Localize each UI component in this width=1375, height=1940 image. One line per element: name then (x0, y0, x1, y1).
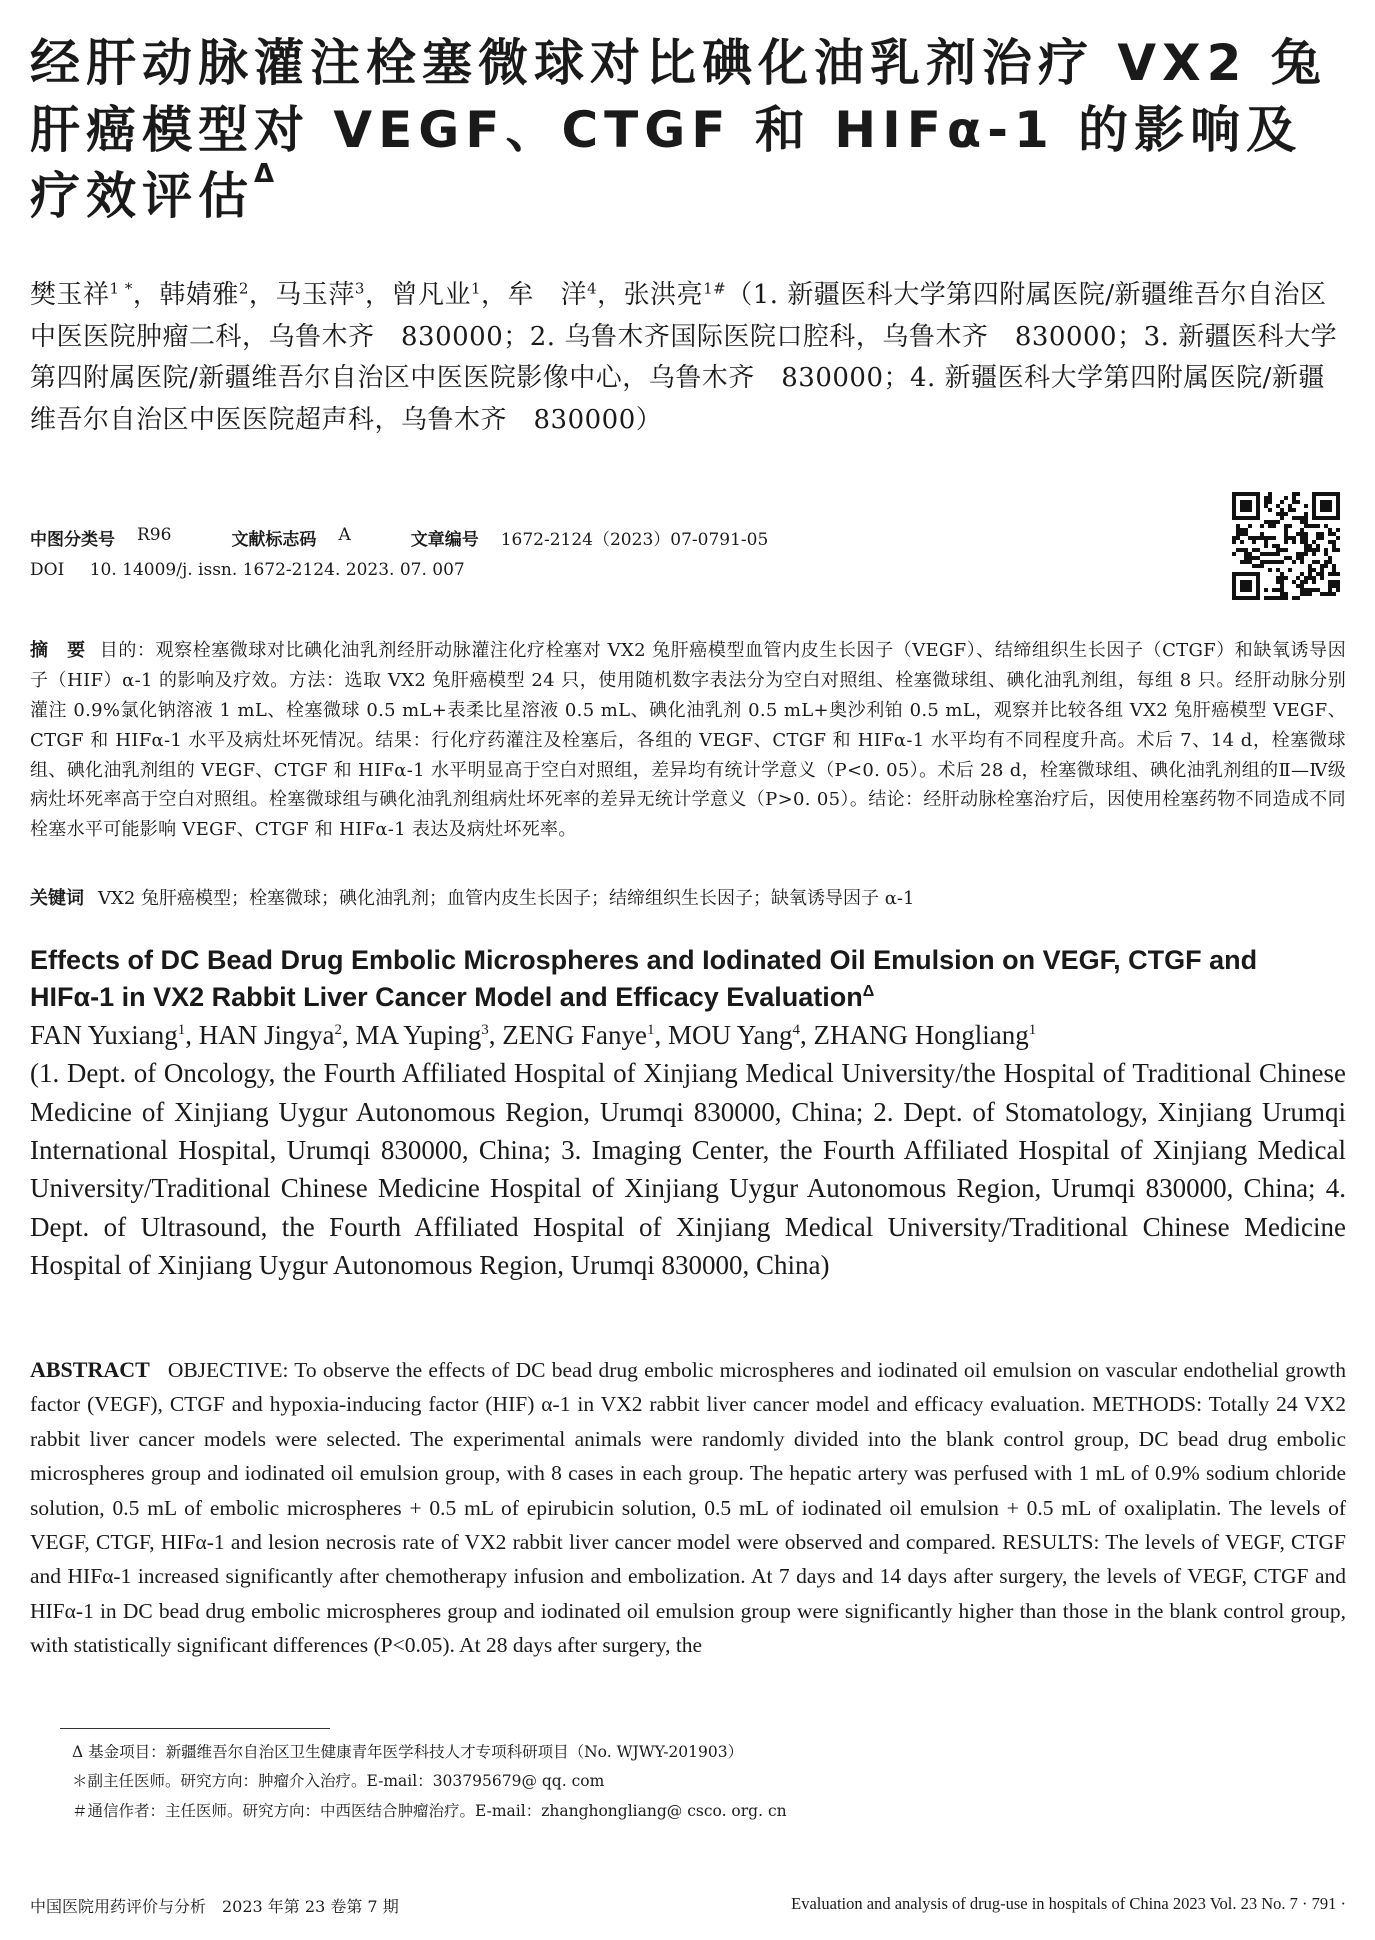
author-name: , HAN Jingya (185, 1020, 335, 1050)
author-sup: 3 (354, 279, 365, 298)
footnote-first-author: ＊副主任医师。研究方向：肿瘤介入治疗。E-mail：303795679@ qq. com (72, 1772, 605, 1791)
article-title-en (30, 942, 1346, 1015)
keywords-cn-label: 关键词 (30, 888, 84, 909)
article-number-label: 文章编号 (410, 530, 479, 550)
footnote-corresponding: ＃通信作者：主任医师。研究方向：中西医结合肿瘤治疗。E-mail：zhanghongliang@ csco. org. cn (72, 1801, 787, 1820)
author-name: ，韩婧雅 (132, 280, 239, 310)
qr-code-icon[interactable] (1232, 492, 1340, 600)
title-fund-mark: Δ (254, 159, 281, 189)
author-sup: 1# (703, 279, 727, 298)
author-name: , ZHANG Hongliang (800, 1020, 1029, 1050)
author-sup: 2 (238, 279, 249, 298)
footer-journal-en: Evaluation and analysis of drug-use in hospitals of China 2023 Vol. 23 No. 7 · 791 · (791, 1894, 1346, 1913)
classification-row (30, 525, 828, 550)
doc-code-label: 文献标志码 (231, 530, 317, 550)
clc-label: 中图分类号 (30, 530, 115, 550)
author-name: , ZENG Fanye (488, 1020, 647, 1050)
author-name: ，牟 洋 (481, 280, 588, 310)
footer-journal-cn: 中国医院用药评价与分析 2023 年第 23 卷第 7 期 (30, 1897, 399, 1916)
author-sup: 4 (587, 279, 598, 298)
author-name: , MA Yuping (342, 1020, 482, 1050)
author-sup: 1 * (109, 279, 133, 298)
author-name: ，曾凡业 (364, 280, 471, 310)
page-footer (30, 1894, 1346, 1917)
abstract-cn-label: 摘 要 (30, 640, 86, 661)
affiliations-cn: （1. 新疆医科大学第四附属医院/新疆维吾尔自治区中医医院肿瘤二科，乌鲁木齐 830000；2. 乌鲁木齐国际医院口腔科，乌鲁木齐 830000；3. 新疆医科大学第四附属医院/新疆维吾尔自治区中医医院影像中心，乌鲁木齐 830000；4. 新疆医科大学第四附属医院/新疆维吾尔自治区中医医院超声科，乌鲁木齐 830000） (30, 280, 1338, 435)
footnote-divider (60, 1728, 330, 1729)
author-sup: 1 (647, 1022, 655, 1038)
author-sup: 1 (177, 1022, 186, 1038)
author-sup: 3 (481, 1022, 489, 1038)
author-name: ，马玉萍 (248, 280, 355, 310)
author-sup: 1 (470, 279, 482, 298)
doi-label: DOI (30, 560, 65, 580)
author-name: FAN Yuxiang (30, 1020, 178, 1050)
article-number-value: 1672-2124（2023）07-0791-05 (500, 530, 769, 550)
abstract-en-text: OBJECTIVE: To observe the effects of DC bead drug embolic microspheres and iodinated oil emulsion on vascular endothelial growth factor (VEGF), CTGF and hypoxia-inducing factor (HIF) α-1 in VX2 rabbit liver cancer model and efficacy evaluation. METHODS: Totally 24 VX2 rabbit liver cancer models were selected. The experimental animals were randomly divided into the blank control group, DC bead drug embolic microspheres group and iodinated oil emulsion group, with 8 cases in each group. The hepatic artery was perfused with 1 mL of 0.9% sodium chloride solution, 0.5 mL of embolic microspheres + 0.5 mL of epirubicin solution, 0.5 mL of iodinated oil emulsion + 0.5 mL of oxaliplatin. The levels of VEGF, CTGF, HIFα-1 and lesion necrosis rate of VX2 rabbit liver cancer model were observed and compared. RESULTS: The levels of VEGF, CTGF and HIFα-1 increased significantly after chemotherapy infusion and embolization. At 7 days and 14 days after surgery, the levels of VEGF, CTGF and HIFα-1 in DC bead drug embolic microspheres group and iodinated oil emulsion group were significantly higher than those in the blank control group, with statistically significant differences (P<0.05). At 28 days after surgery, the (30, 1358, 1346, 1658)
abstract-cn-text: 目的：观察栓塞微球对比碘化油乳剂经肝动脉灌注化疗栓塞对 VX2 兔肝癌模型血管内皮生长因子（VEGF）、结缔组织生长因子（CTGF）和缺氧诱导因子（HIF）α-1 的影响及疗效。方法：选取 VX2 兔肝癌模型 24 只，使用随机数字表法分为空白对照组、栓塞微球组、碘化油乳剂组，每组 8 只。经肝动脉分别灌注 0.9%氯化钠溶液 1 mL、栓塞微球 0.5 mL+表柔比星溶液 0.5 mL、碘化油乳剂 0.5 mL+奥沙利铂 0.5 mL，观察并比较各组 VX2 兔肝癌模型 VEGF、CTGF 和 HIFα-1 水平及病灶坏死情况。结果：行化疗药灌注及栓塞后，各组的 VEGF、CTGF 和 HIFα-1 水平均有不同程度升高。术后 7、14 d，栓塞微球组、碘化油乳剂组的 VEGF、CTGF 和 HIFα-1 水平明显高于空白对照组，差异均有统计学意义（P<0. 05）。术后 28 d，栓塞微球组、碘化油乳剂组的Ⅱ—Ⅳ级病灶坏死率高于空白对照组。栓塞微球组与碘化油乳剂组病灶坏死率的差异无统计学意义（P>0. 05）。结论：经肝动脉栓塞治疗后，因使用栓塞药物不同造成不同栓塞水平可能影响 VEGF、CTGF 和 HIFα-1 表达及病灶坏死率。 (30, 640, 1346, 841)
authors-en (30, 1016, 1346, 1284)
author-name: 樊玉祥 (30, 280, 110, 310)
author-sup: 1 (1028, 1022, 1037, 1038)
clc-value: R96 (137, 525, 172, 545)
article-title-cn (30, 30, 1346, 230)
footnotes (72, 1738, 1332, 1826)
title-en-text: Effects of DC Bead Drug Embolic Microspheres and Iodinated Oil Emulsion on VEGF, CTGF and HIFα-1 in VX2 Rabbit Liver Cancer Model and Efficacy Evaluation (30, 945, 1258, 1012)
author-sup: 2 (334, 1022, 342, 1038)
author-name: , MOU Yang (654, 1020, 793, 1050)
footnote-fund: Δ 基金项目：新疆维吾尔自治区卫生健康青年医学科技人才专项科研项目（No. WJWY-201903） (72, 1743, 744, 1761)
qr-code-graphic (1232, 492, 1340, 600)
abstract-cn (30, 636, 1346, 845)
keywords-cn-text: VX2 兔肝癌模型；栓塞微球；碘化油乳剂；血管内皮生长因子；结缔组织生长因子；缺氧诱导因子 α-1 (98, 888, 915, 909)
abstract-en (30, 1352, 1346, 1663)
abstract-en-label: ABSTRACT (30, 1357, 150, 1382)
title-text: 经肝动脉灌注栓塞微球对比碘化油乳剂治疗 VX2 兔肝癌模型对 VEGF、CTGF 和 HIFα-1 的影响及疗效评估 (30, 34, 1327, 225)
title-en-fund-mark: Δ (862, 982, 875, 1000)
affiliations-en: (1. Dept. of Oncology, the Fourth Affiliated Hospital of Xinjiang Medical University/the Hospital of Traditional Chinese Medicine of Xinjiang Uygur Autonomous Region, Urumqi 830000, China; 2. Dept. of Stomatology, Xinjiang Urumqi International Hospital, Urumqi 830000, China; 3. Imaging Center, the Fourth Affiliated Hospital of Xinjiang Medical University/Traditional Chinese Medicine Hospital of Xinjiang Uygur Autonomous Region, Urumqi 830000, China; 4. Dept. of Ultrasound, the Fourth Affiliated Hospital of Xinjiang Medical University/Traditional Chinese Medicine Hospital of Xinjiang Uygur Autonomous Region, Urumqi 830000, China) (30, 1058, 1346, 1280)
authors-cn (30, 275, 1346, 441)
doi-row (30, 560, 465, 580)
author-name: ，张洪亮 (597, 280, 704, 310)
doi-value[interactable]: 10. 14009/j. issn. 1672-2124. 2023. 07. 007 (89, 560, 465, 580)
keywords-cn (30, 884, 1346, 910)
author-sup: 4 (792, 1022, 801, 1038)
doc-code-value: A (338, 525, 351, 545)
